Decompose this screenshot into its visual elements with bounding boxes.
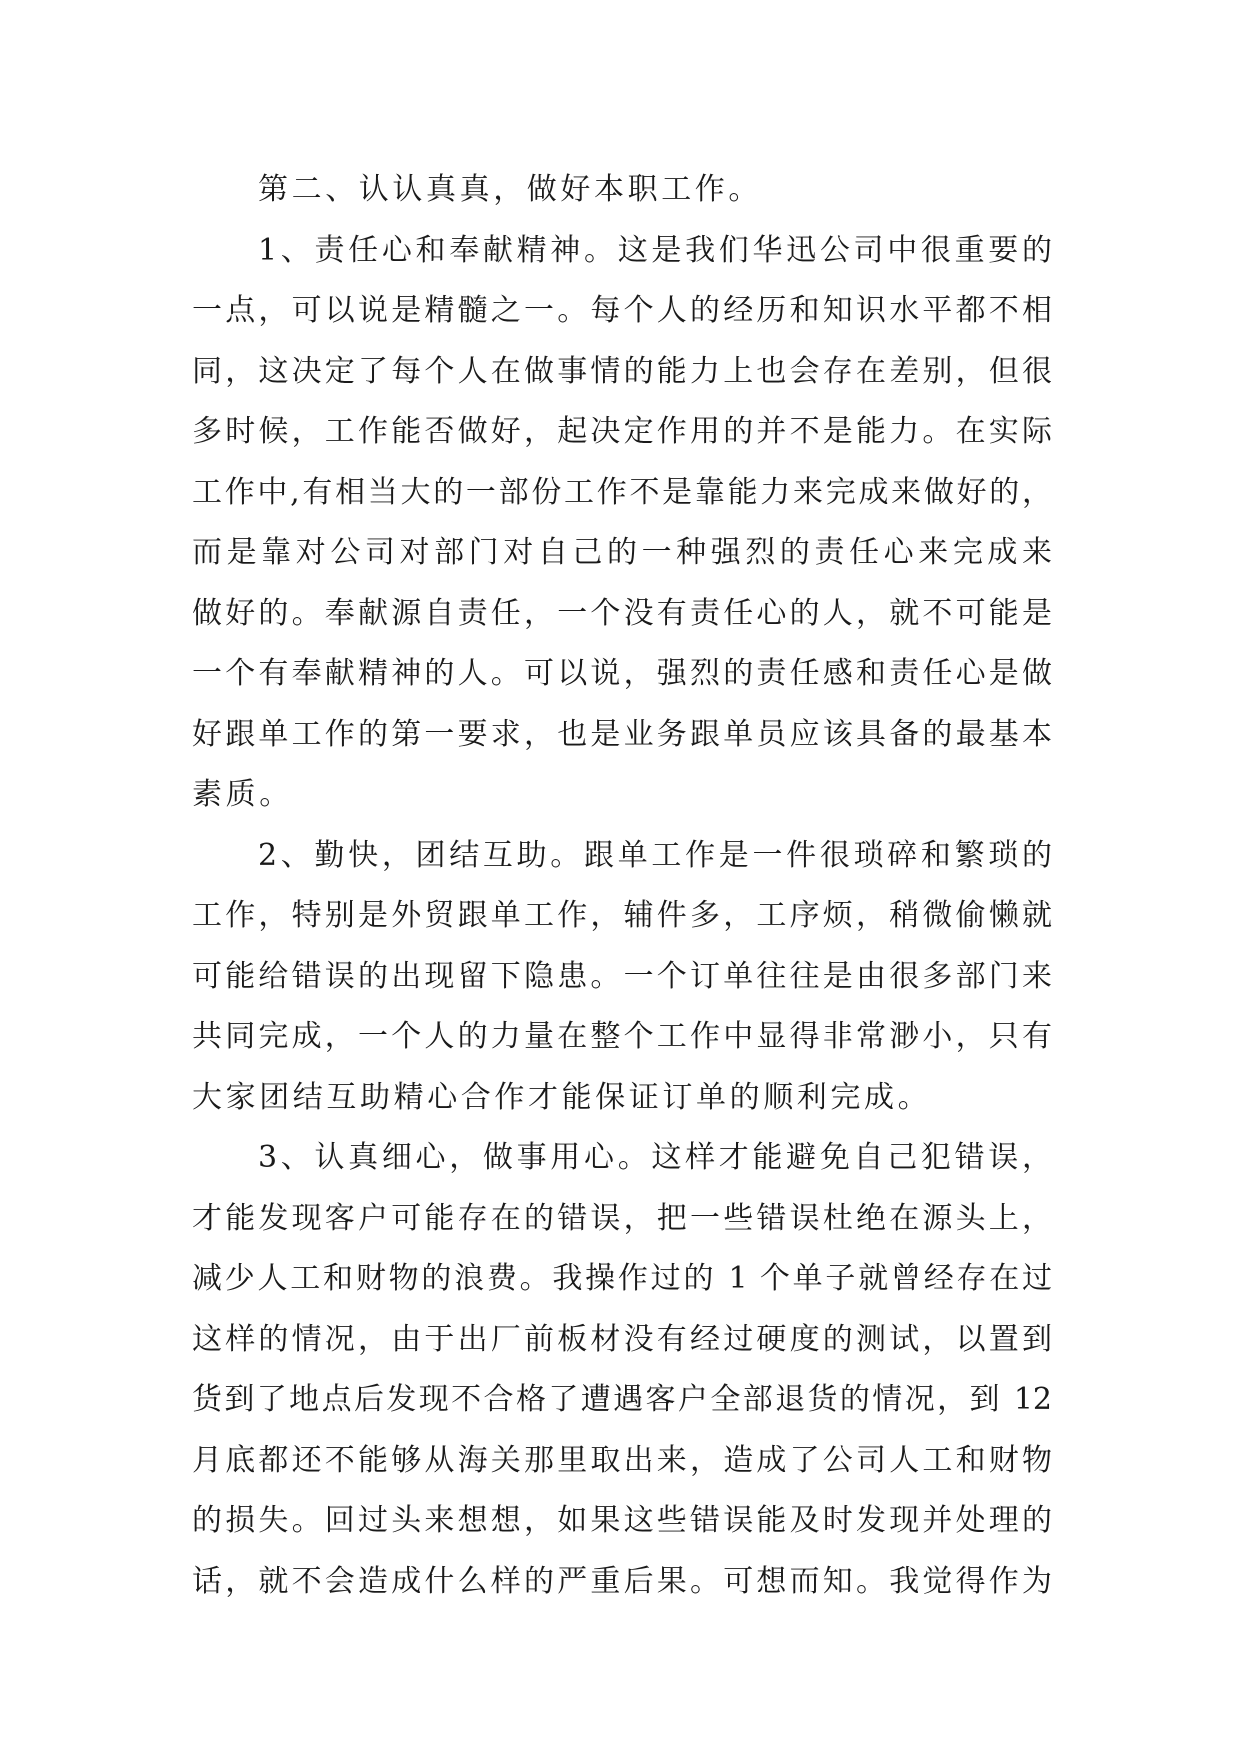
document-body [192, 160, 1052, 1612]
paragraph-line: 大家团结互助精心合作才能保证订单的顺利完成。 [192, 1079, 932, 1115]
paragraph-line: 一个有奉献精神的人。可以说，强烈的责任感和责任心是做 [192, 656, 1052, 691]
paragraph-line: 的损失。回过头来想想，如果这些错误能及时发现并处理的 [192, 1503, 1052, 1538]
paragraph-line: 多时候，工作能否做好，起决定作用的并不是能力。在实际 [192, 414, 1052, 449]
paragraph-line: 一点，可以说是精髓之一。每个人的经历和知识水平都不相 [192, 293, 1052, 328]
paragraph-line: 而是靠对公司对部门对自己的一种强烈的责任心来完成来 [192, 535, 1052, 570]
paragraph-line: 工作中,有相当大的一部份工作不是靠能力来完成来做好的， [192, 474, 1052, 510]
paragraph-line: 货到了地点后发现不合格了遭遇客户全部退货的情况，到 12 [192, 1382, 1052, 1417]
paragraph-line: 这样的情况，由于出厂前板材没有经过硬度的测试，以置到 [192, 1321, 1052, 1357]
paragraph-line: 1、责任心和奉献精神。这是我们华迅公司中很重要的 [258, 232, 1052, 268]
paragraph-line: 才能发现客户可能存在的错误，把一些错误杜绝在源头上， [192, 1200, 1052, 1236]
paragraph-line: 减少人工和财物的浪费。我操作过的 1 个单子就曾经存在过 [192, 1261, 1052, 1296]
paragraph-line: 2、勤快，团结互助。跟单工作是一件很琐碎和繁琐的 [258, 837, 1052, 873]
paragraph-line: 月底都还不能够从海关那里取出来，造成了公司人工和财物 [192, 1442, 1052, 1478]
paragraph-line: 话，就不会造成什么样的严重后果。可想而知。我觉得作为 [192, 1563, 1052, 1599]
paragraph-line: 同，这决定了每个人在做事情的能力上也会存在差别，但很 [192, 353, 1052, 389]
section-heading: 第二、认认真真，做好本职工作。 [258, 172, 762, 207]
paragraph-line: 好跟单工作的第一要求，也是业务跟单员应该具备的最基本 [192, 716, 1052, 752]
paragraph-line: 素质。 [192, 777, 293, 812]
paragraph-line: 工作，特别是外贸跟单工作，辅件多，工序烦，稍微偷懒就 [192, 898, 1052, 933]
paragraph-line: 3、认真细心，做事用心。这样才能避免自己犯错误， [258, 1140, 1052, 1175]
paragraph-line: 可能给错误的出现留下隐患。一个订单往往是由很多部门来 [192, 958, 1052, 994]
paragraph-line: 共同完成，一个人的力量在整个工作中显得非常渺小，只有 [192, 1019, 1052, 1054]
paragraph-line: 做好的。奉献源自责任，一个没有责任心的人，就不可能是 [192, 595, 1052, 631]
